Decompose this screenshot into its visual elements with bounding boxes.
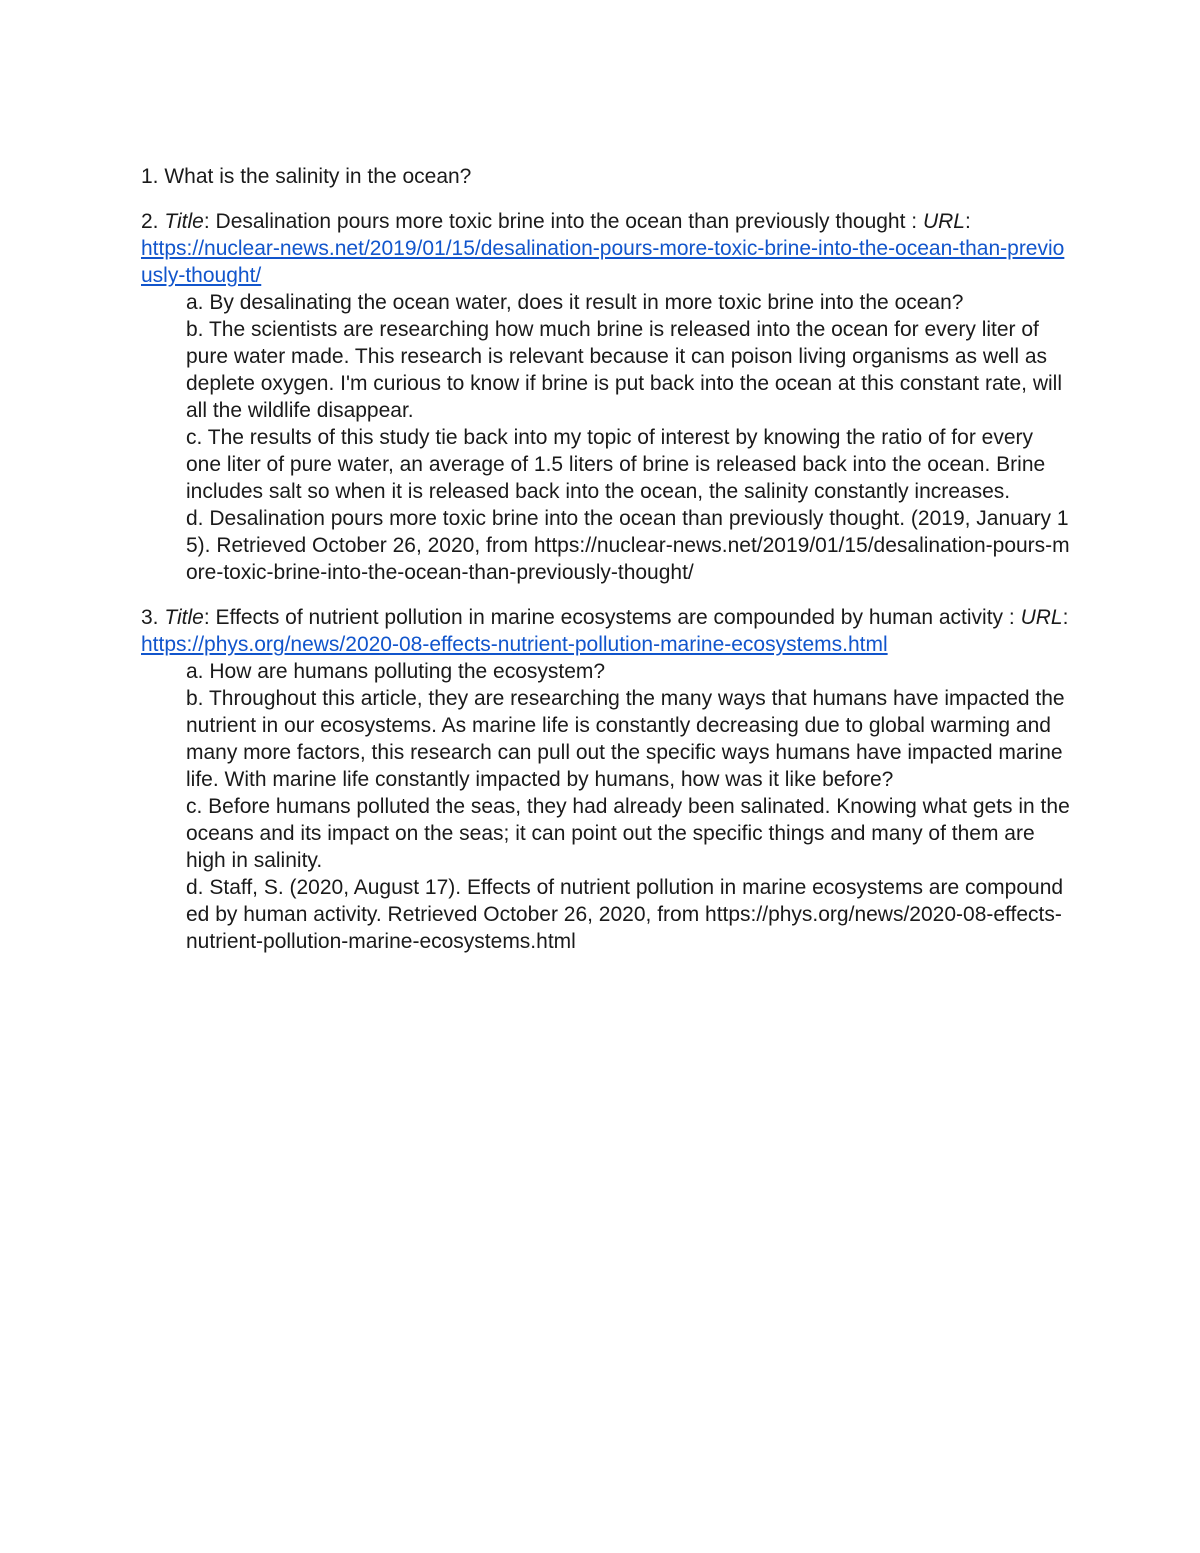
source-title: : Desalination pours more toxic brine into the ocean than previously thought : <box>203 210 923 233</box>
sub-answer-list <box>141 658 1071 955</box>
answer-a: a. By desalinating the ocean water, does it result in more toxic brine into the ocean? <box>186 291 964 314</box>
source-heading <box>141 604 1071 658</box>
source-title: : Effects of nutrient pollution in marine ecosystems are compounded by human activity : <box>203 606 1021 629</box>
url-colon: : <box>1062 606 1069 629</box>
answer-c: c. Before humans polluted the seas, they had already been salinated. Knowing what gets in the oceans and its impact on the seas; it can point out the specific things and many of them are high in salinity. <box>186 795 1070 872</box>
title-label: Title <box>164 210 204 233</box>
source-item-3 <box>141 604 1071 955</box>
source-link[interactable]: https://nuclear-news.net/2019/01/15/desalination-pours-more-toxic-brine-into-the-ocean-than-previously-thought/ <box>141 237 1065 287</box>
item-number: 3. <box>141 606 159 629</box>
url-colon: : <box>964 210 971 233</box>
url-label: URL <box>922 210 965 233</box>
source-heading <box>141 208 1071 289</box>
source-link[interactable]: https://phys.org/news/2020-08-effects-nutrient-pollution-marine-ecosystems.html <box>141 633 888 656</box>
source-item-2 <box>141 208 1071 586</box>
answer-b: b. Throughout this article, they are researching the many ways that humans have impacted the nutrient in our ecosystems. As marine life is constantly decreasing due to global warming and many more factors, this research can pull out the specific ways humans have impacted marine life. With marine life constantly impacted by humans, how was it like before? <box>186 687 1065 791</box>
answer-d-citation: d. Staff, S. (2020, August 17). Effects of nutrient pollution in marine ecosystems are compounded by human activity. Retrieved October 26, 2020, from https://phys.org/news/2020-08-effects-nutrient-pollution-marine-ecosystems.html <box>186 876 1064 953</box>
title-label: Title <box>164 606 204 629</box>
sub-answer-list <box>141 289 1071 586</box>
answer-b: b. The scientists are researching how much brine is released into the ocean for every liter of pure water made. This research is relevant because it can poison living organisms as well as deplete oxygen. I'm curious to know if brine is put back into the ocean at this constant rate, will all the wildlife disappear. <box>186 318 1062 422</box>
answer-c: c. The results of this study tie back into my topic of interest by knowing the ratio of for every one liter of pure water, an average of 1.5 liters of brine is released back into the ocean. Brine includes salt so when it is released back into the ocean, the salinity constantly increases. <box>186 426 1046 503</box>
document-page <box>141 163 1071 955</box>
answer-d-citation: d. Desalination pours more toxic brine into the ocean than previously thought. (2019, January 15). Retrieved October 26, 2020, from https://nuclear-news.net/2019/01/15/desalination-pours-more-toxic-brine-into-the-ocean-than-previously-thought/ <box>186 507 1070 584</box>
answer-a: a. How are humans polluting the ecosystem? <box>186 660 606 683</box>
question-1: 1. What is the salinity in the ocean? <box>141 165 472 188</box>
url-label: URL <box>1020 606 1063 629</box>
item-number: 2. <box>141 210 159 233</box>
